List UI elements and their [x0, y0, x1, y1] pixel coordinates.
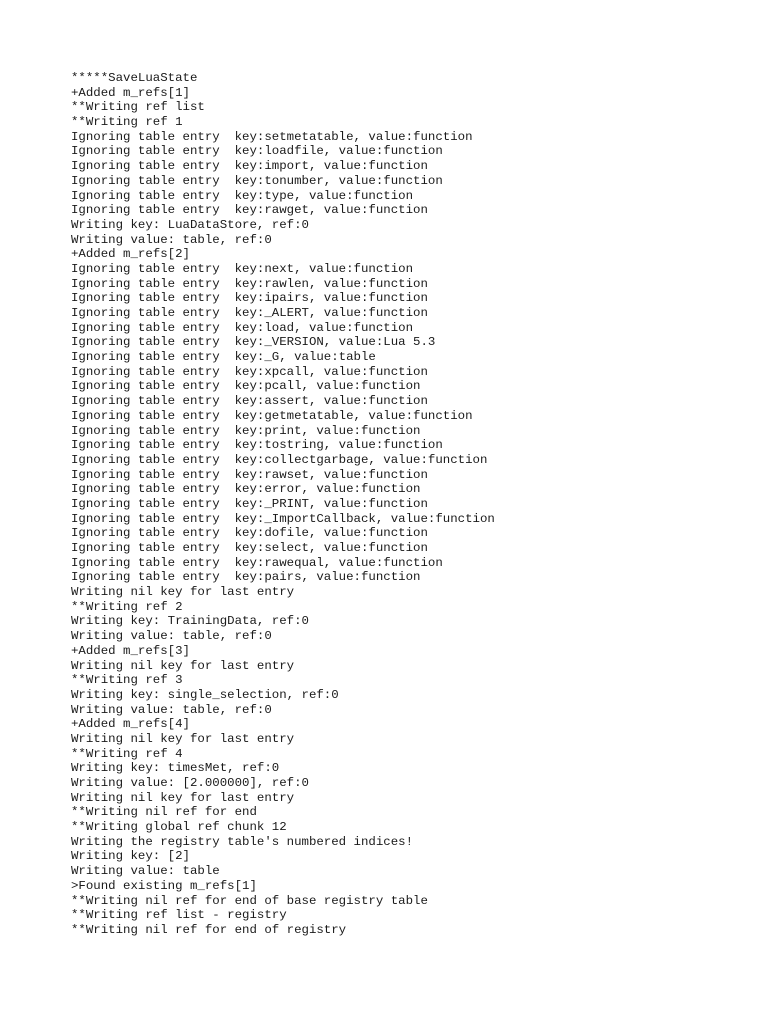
log-line: Writing key: LuaDataStore, ref:0: [71, 217, 309, 232]
log-line: Ignoring table entry key:assert, value:function: [71, 394, 428, 409]
log-line: Ignoring table entry key:print, value:function: [71, 423, 421, 438]
log-line: Ignoring table entry key:rawget, value:function: [71, 203, 428, 218]
log-line: +Added m_refs[1]: [71, 85, 190, 100]
log-line: Ignoring table entry key:import, value:function: [71, 159, 428, 174]
log-line: Ignoring table entry key:tostring, value:function: [71, 438, 443, 453]
log-line: **Writing ref 1: [71, 115, 183, 130]
log-line: Writing nil key for last entry: [71, 790, 295, 805]
log-line: Writing value: table, ref:0: [71, 702, 272, 717]
log-line: Ignoring table entry key:_PRINT, value:function: [71, 496, 428, 511]
log-line: Writing key: timesMet, ref:0: [71, 761, 280, 776]
log-line: Writing value: table, ref:0: [71, 629, 272, 644]
log-line: Ignoring table entry key:rawequal, value:function: [71, 555, 443, 570]
log-line: Writing value: table, ref:0: [71, 232, 272, 247]
log-line: Ignoring table entry key:select, value:function: [71, 541, 428, 555]
log-line: Writing the registry table's numbered indices!: [71, 834, 414, 849]
log-line: Ignoring table entry key:collectgarbage, value:function: [71, 452, 488, 467]
log-line: Ignoring table entry key:_VERSION, value:Lua 5.3: [71, 335, 436, 350]
log-line: **Writing ref list: [71, 100, 205, 115]
log-line: **Writing ref 4: [71, 746, 183, 761]
log-line: **Writing ref 3: [71, 673, 183, 688]
log-line: Ignoring table entry key:_ALERT, value:function: [71, 306, 428, 320]
log-line: *****SaveLuaState: [71, 71, 198, 85]
log-line: Ignoring table entry key:next, value:function: [71, 261, 414, 276]
log-line: **Writing ref list - registry: [71, 908, 287, 923]
log-line: Ignoring table entry key:load, value:function: [71, 320, 414, 335]
log-line: Ignoring table entry key:tonumber, value:function: [71, 173, 443, 188]
log-line: **Writing global ref chunk 12: [71, 820, 287, 835]
log-line: **Writing nil ref for end of registry: [71, 922, 347, 937]
log-output: [71, 71, 751, 938]
log-line: Writing value: table: [71, 864, 220, 879]
log-line: Ignoring table entry key:_G, value:table: [71, 350, 376, 365]
log-line: Ignoring table entry key:loadfile, value:function: [71, 144, 443, 159]
log-line: Writing nil key for last entry: [71, 658, 295, 673]
log-line: Ignoring table entry key:pcall, value:function: [71, 379, 421, 394]
log-line: Ignoring table entry key:type, value:function: [71, 188, 414, 203]
log-line: +Added m_refs[3]: [71, 643, 190, 658]
log-line: Ignoring table entry key:pairs, value:function: [71, 570, 421, 585]
log-line: Ignoring table entry key:getmetatable, value:function: [71, 408, 473, 423]
log-line: Ignoring table entry key:error, value:function: [71, 482, 421, 497]
log-line: Writing key: TrainingData, ref:0: [71, 614, 309, 629]
log-line: Ignoring table entry key:setmetatable, value:function: [71, 129, 473, 144]
log-line: Writing value: [2.000000], ref:0: [71, 776, 309, 790]
log-line: Ignoring table entry key:rawlen, value:function: [71, 276, 428, 291]
log-line: **Writing nil ref for end: [71, 805, 257, 820]
log-line: +Added m_refs[2]: [71, 247, 190, 262]
log-line: Writing key: [2]: [71, 849, 190, 864]
log-line: Writing key: single_selection, ref:0: [71, 687, 339, 702]
log-line: **Writing nil ref for end of base registry table: [71, 893, 428, 908]
log-line: **Writing ref 2: [71, 599, 183, 614]
log-line: >Found existing m_refs[1]: [71, 878, 257, 893]
log-line: +Added m_refs[4]: [71, 717, 190, 732]
log-line: Ignoring table entry key:dofile, value:function: [71, 526, 428, 541]
log-line: Ignoring table entry key:ipairs, value:function: [71, 291, 428, 306]
log-line: Writing nil key for last entry: [71, 731, 295, 746]
log-line: Ignoring table entry key:xpcall, value:function: [71, 364, 428, 379]
log-line: Ignoring table entry key:rawset, value:function: [71, 467, 428, 482]
log-line: Writing nil key for last entry: [71, 585, 295, 600]
log-line: Ignoring table entry key:_ImportCallback, value:function: [71, 511, 495, 526]
